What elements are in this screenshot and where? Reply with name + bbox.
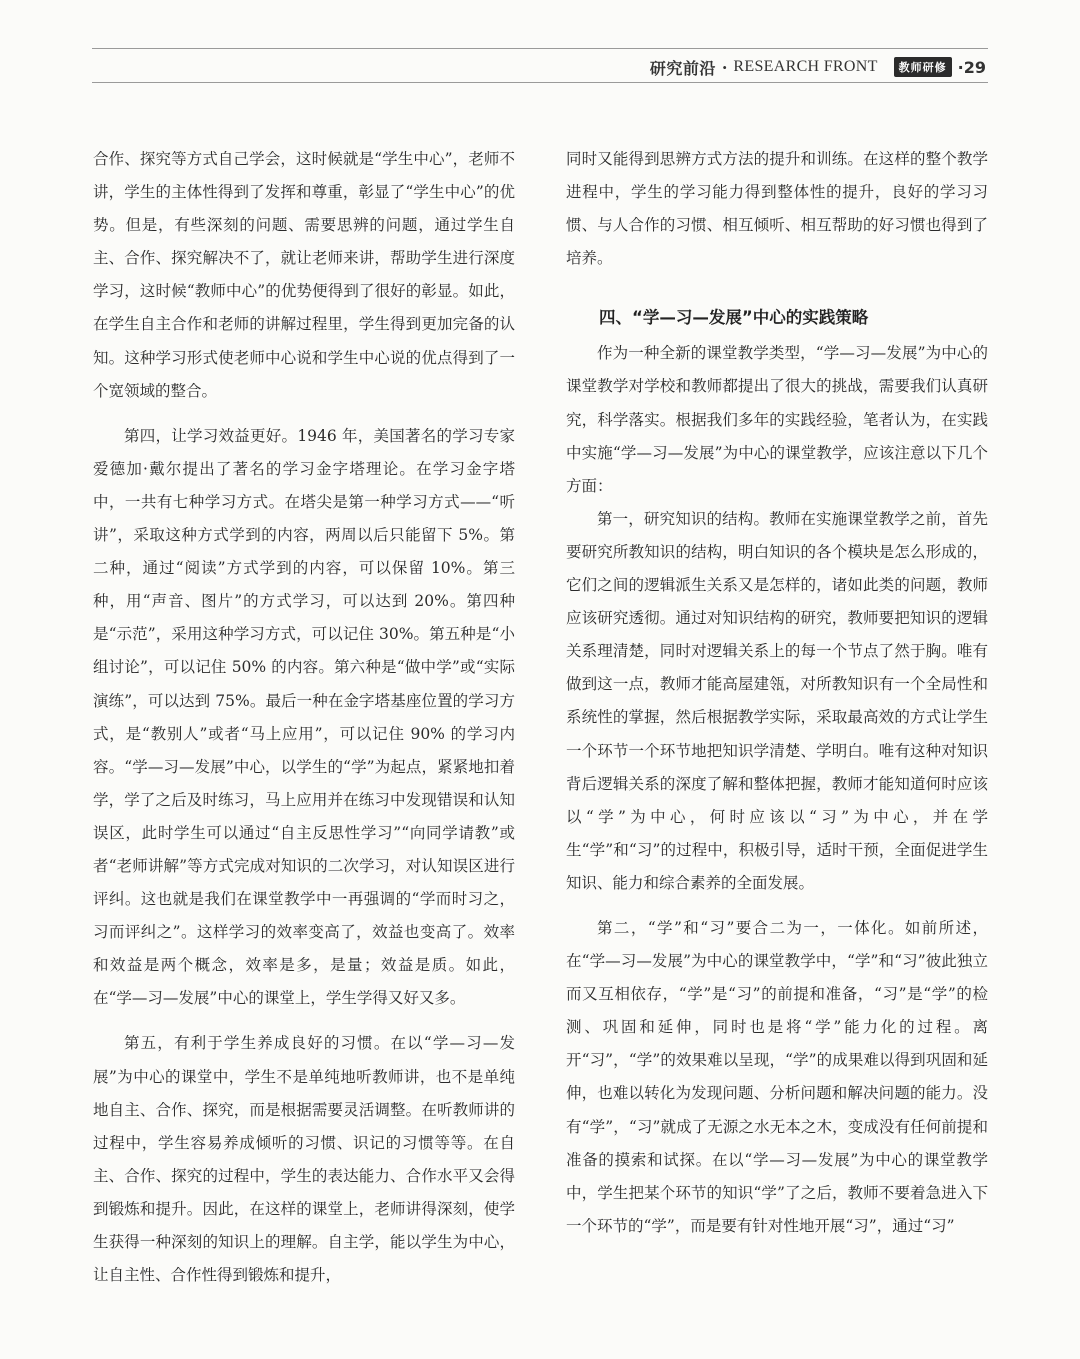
paragraph: 第四，让学习效益更好。1946 年，美国著名的学习专家爱德加·戴尔提出了著名的学习金字塔理论。在学习金字塔中，一共有七种学习方式。在塔尖是第一种学习方式——“听讲”，采取这种方式学到的内容，两周以后只能留下 5%。第二种，通过“阅读”方式学到的内容，可以保留 10%。第三种，用“声音、图片”的方式学习，可以达到 20%。第四种是“示范”，采用这种学习方式，可以记住 30%。第五种是“小组讨论”，可以记住 50% 的内容。第六种是“做中学”或“实际演练”，可以达到 75%。最后一种在金字塔基座位置的学习方式，是“教别人”或者“马上应用”，可以记住 90% 的学习内容。“学—习—发展”中心，以学生的“学”为起点，紧紧地扣着学，学了之后及时练习，马上应用并在练习中发现错误和认知误区，此时学生可以通过“自主反思性学习”“向同学请教”或者“老师讲解”等方式完成对知识的二次学习，对认知误区进行评纠。这也就是我们在课堂教学中一再强调的“学而时习之，习而评纠之”。这样学习的效率变高了，效益也变高了。效率和效益是两个概念，效率是多，是量；效益是质。如此，在“学—习—发展”中心的课堂上，学生学得又好又多。 [93,426,515,1008]
page-number: ·29 [957,57,986,77]
header-separator: · [721,57,728,77]
paragraph: 第一，研究知识的结构。教师在实施课堂教学之前，首先要研究所教知识的结构，明白知识的各个模块是怎么形成的，它们之间的逻辑派生关系又是怎样的，诸如此类的问题，教师应该研究透彻。通过对知识结构的研究，教师要把知识的逻辑关系理清楚，同时对逻辑关系上的每一个节点了然于胸。唯有做到这一点，教师才能高屋建瓴，对所教知识有一个全局性和系统性的掌握，然后根据教学实际，采取最高效的方式让学生一个环节一个环节地把知识学清楚、学明白。唯有这种对知识背后逻辑关系的深度了解和整体把握，教师才能知道何时应该以“学”为中心，何时应该以“习”为中心，并在学生“学”和“习”的过程中，积极引导，适时干预，全面促进学生知识、能力和综合素养的全面发展。 [566,509,988,892]
paragraph: 合作、探究等方式自己学会，这时候就是“学生中心”，老师不讲，学生的主体性得到了发挥和尊重，彰显了“学生中心”的优势。但是，有些深刻的问题、需要思辨的问题，通过学生自主、合作、探究解决不了，就让老师来讲，帮助学生进行深度学习，这时候“教师中心”的优势便得到了很好的彰显。如此，在学生自主合作和老师的讲解过程里，学生得到更加完备的认知。这种学习形式使老师中心说和学生中心说的优点得到了一个宽领域的整合。 [93,150,515,400]
section-title-en: RESEARCH FRONT [733,58,878,75]
running-header [650,56,986,78]
section-title: 研究前沿 [649,58,716,78]
top-rule [92,48,988,49]
header-rule [92,82,988,83]
journal-logo: 教师研修 [894,57,952,77]
paragraph: 第二，“学”和“习”要合二为一，一体化。如前所述，在“学—习—发展”为中心的课堂教学中，“学”和“习”彼此独立而又互相依存，“学”是“习”的前提和准备，“习”是“学”的检测、巩固和延伸，同时也是将“学”能力化的过程。离开“习”，“学”的效果难以呈现，“学”的成果难以得到巩固和延伸，也难以转化为发现问题、分析问题和解决问题的能力。没有“学”，“习”就成了无源之水无本之木，变成没有任何前提和准备的摸索和试探。在以“学—习—发展”为中心的课堂教学中，学生把某个环节的知识“学”了之后，教师不要着急进入下一个环节的“学”，而是要有针对性地开展“习”，通过“习” [566,918,988,1235]
section-heading: 四、“学—习—发展”中心的实践策略 [599,308,869,328]
paragraph: 作为一种全新的课堂教学类型，“学—习—发展”为中心的课堂教学对学校和教师都提出了很大的挑战，需要我们认真研究，科学落实。根据我们多年的实践经验，笔者认为，在实践中实施“学—习—发展”为中心的课堂教学，应该注意以下几个方面： [566,344,988,495]
right-column [566,143,988,1243]
paragraph: 同时又能得到思辨方式方法的提升和训练。在这样的整个教学进程中，学生的学习能力得到整体性的提升，良好的学习习惯、与人合作的习惯、相互倾听、相互帮助的好习惯也得到了培养。 [566,150,988,268]
paragraph: 第五，有利于学生养成良好的习惯。在以“学—习—发展”为中心的课堂中，学生不是单纯地听教师讲，也不是单纯地自主、合作、探究，而是根据需要灵活调整。在听教师讲的过程中，学生容易养成倾听的习惯、识记的习惯等等。在自主、合作、探究的过程中，学生的表达能力、合作水平又会得到锻炼和提升。因此，在这样的课堂上，老师讲得深刻，使学生获得一种深刻的知识上的理解。自主学，能以学生为中心，让自主性、合作性得到锻炼和提升， [93,1034,515,1285]
left-column [93,143,515,1292]
